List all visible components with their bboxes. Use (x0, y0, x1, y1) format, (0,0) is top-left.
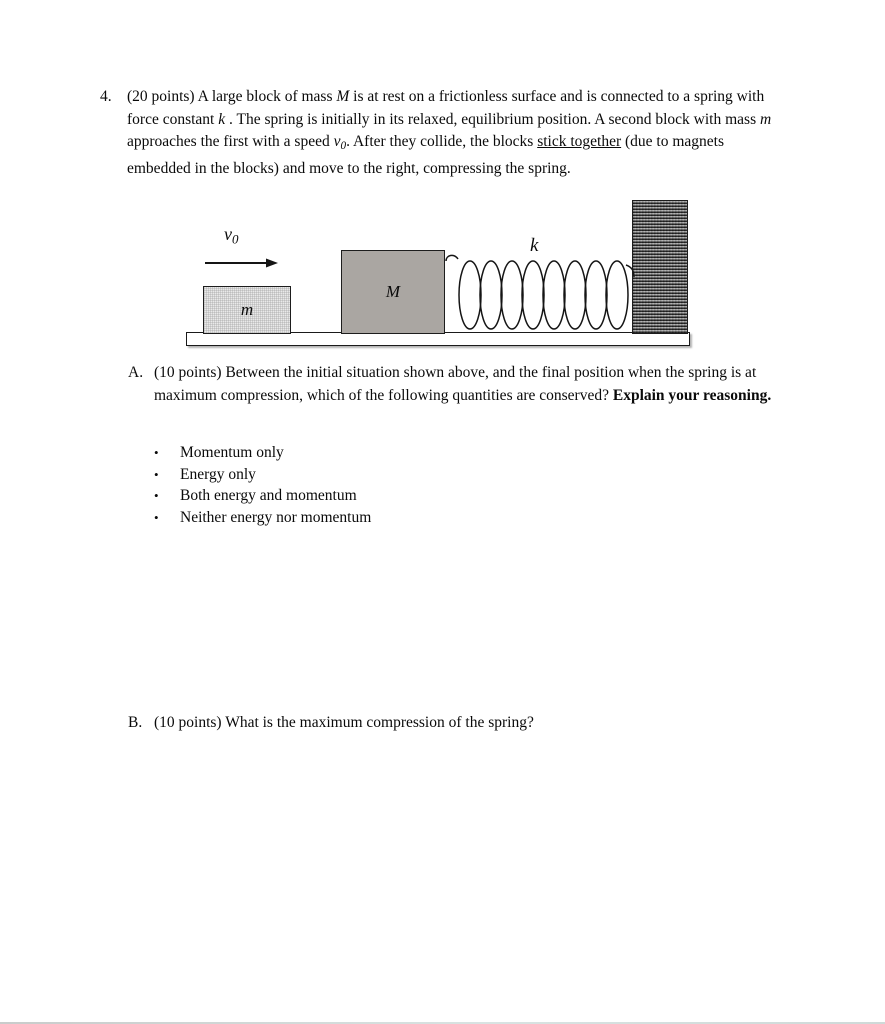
part-b-question: What is the maximum compression of the spring? (221, 714, 534, 731)
list-item[interactable] (150, 442, 570, 464)
problem-number: 4. (100, 88, 112, 105)
part-b-text (154, 712, 818, 735)
problem-text-6: (due to magnets embedded in the blocks) and move to the right, compressing the spring. (127, 133, 725, 177)
bullet-icon: • (154, 509, 159, 525)
problem-text-4: approaches the first with a speed (127, 133, 334, 151)
part-b-letter: B. (128, 714, 143, 731)
velocity-subscript: 0 (232, 231, 239, 247)
problem-text-1: A large block of mass (194, 88, 337, 105)
choice-label: Both energy and momentum (180, 487, 357, 504)
spring-constant-text: k (530, 235, 539, 256)
part-b (128, 712, 818, 735)
part-b-points: (10 points) (154, 714, 222, 731)
variable-v: v (333, 133, 341, 151)
bullet-icon: • (154, 488, 159, 503)
block-large-mass (341, 250, 445, 334)
physics-diagram (186, 198, 692, 354)
list-item[interactable] (150, 507, 570, 529)
answer-space-part-a[interactable] (128, 540, 778, 700)
underlined-phrase: stick together (537, 133, 622, 151)
problem-row (100, 86, 790, 180)
part-a-instruction: Explain your reasoning. (612, 386, 772, 404)
answer-choices-list (150, 442, 570, 528)
part-a (128, 362, 818, 407)
problem-text (127, 86, 790, 180)
variable-v-subscript: 0 (340, 140, 347, 153)
list-item[interactable] (150, 464, 570, 486)
problem-text-3: . The spring is initially in its relaxed, equilibrium position. A second block with mass (225, 110, 760, 128)
bullet-icon: • (154, 466, 159, 482)
wall (632, 200, 688, 334)
variable-k: k (218, 110, 226, 128)
block-large-label: M (385, 282, 401, 301)
velocity-arrow-icon (204, 256, 282, 270)
variable-M: M (336, 88, 350, 105)
spring-icon (444, 251, 636, 335)
list-item[interactable] (150, 485, 570, 507)
problem-statement (100, 86, 790, 180)
part-a-question: Between the initial situation shown above, and the final position when the spring is at maximum compression, which of the following quantities are conserved? (154, 364, 757, 404)
problem-text-5: . After they collide, the blocks (346, 133, 538, 151)
choice-label: Momentum only (180, 444, 284, 461)
velocity-label (224, 224, 238, 248)
part-a-points: (10 points) (154, 364, 222, 381)
variable-m: m (760, 110, 772, 128)
block-small-mass (203, 286, 291, 334)
choice-label: Neither energy nor momentum (180, 508, 372, 526)
velocity-symbol: v (224, 224, 232, 244)
problem-points: (20 points) (127, 88, 195, 105)
bullet-icon: • (154, 445, 159, 460)
block-small-label: m (240, 300, 254, 319)
choice-label: Energy only (180, 465, 256, 483)
part-a-text (154, 362, 818, 407)
problem-text-2: is at rest on a frictionless surface and is connected to a spring with force constant (127, 88, 765, 128)
part-a-letter: A. (128, 364, 144, 381)
spring-constant-label (530, 235, 538, 257)
